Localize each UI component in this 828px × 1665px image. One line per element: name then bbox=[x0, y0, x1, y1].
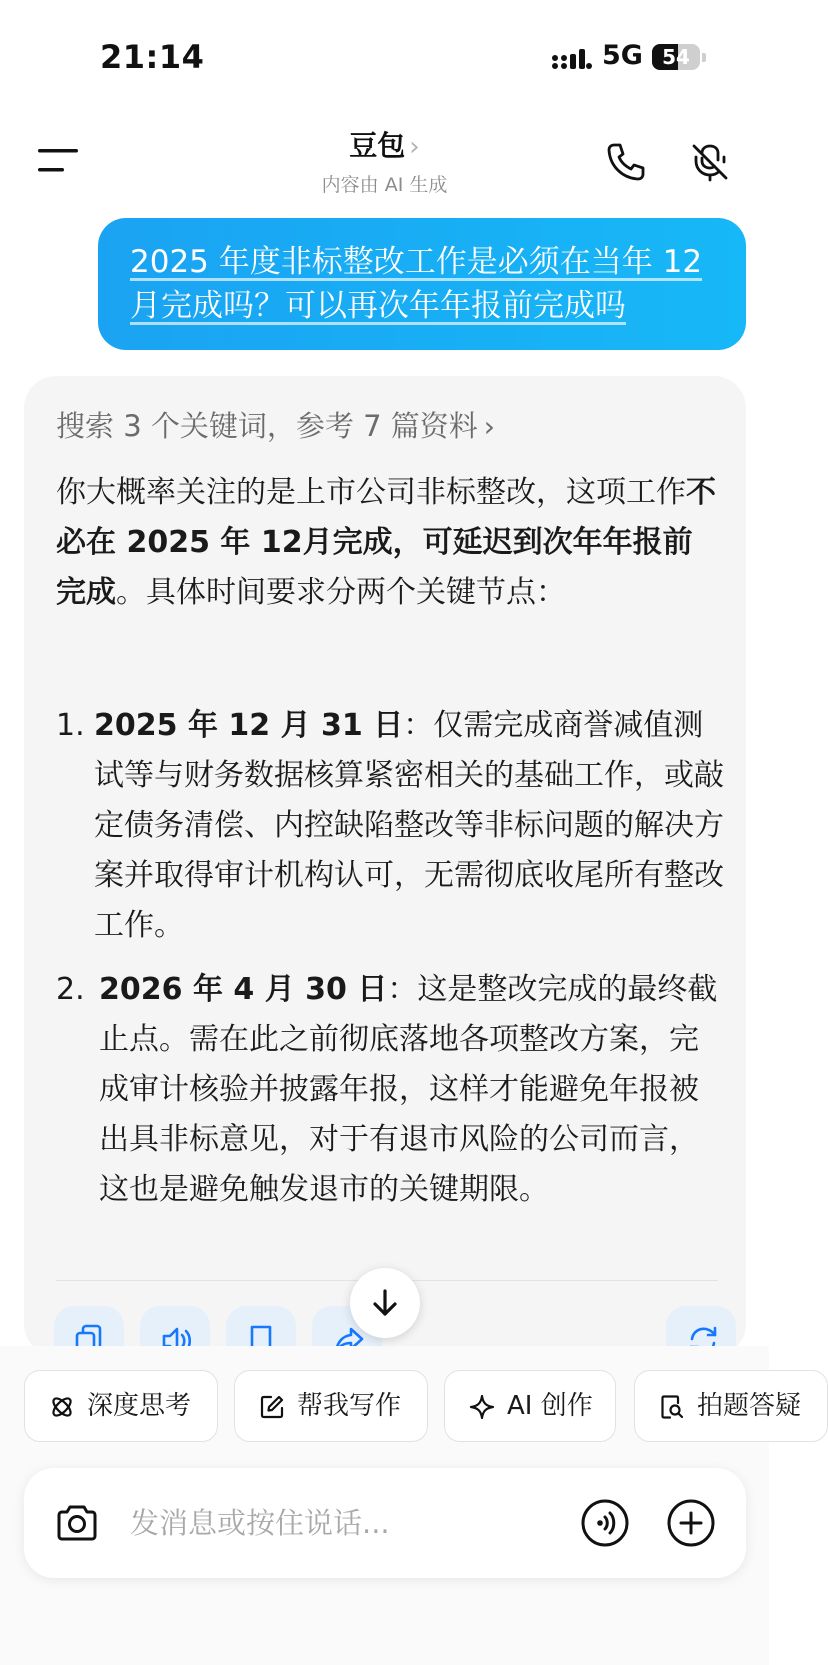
message-input[interactable] bbox=[130, 1498, 550, 1548]
list-item-text: 仅需完成商誉减值测试等与财务数据核算紧密相关的基础工作，或敲定债务清偿、内控缺陷整改等非标问题的解决方案并取得审计机构认可，无需彻底收尾所有整改工作。 bbox=[94, 708, 724, 943]
status-bar bbox=[0, 0, 769, 110]
voice-call-icon[interactable] bbox=[580, 1498, 630, 1548]
list-item-date: 2026 年 4 月 30 日 bbox=[99, 972, 388, 1007]
status-time: 21:14 bbox=[100, 38, 205, 76]
edit-icon bbox=[259, 1394, 285, 1420]
network-label: 5G bbox=[602, 40, 643, 71]
list-item-sep: ： bbox=[387, 972, 418, 1007]
chip-label: AI 创作 bbox=[507, 1391, 593, 1421]
chip-deep-think[interactable] bbox=[24, 1370, 218, 1442]
answer-highlight: 不必在 2025 年 12月完成，可延迟到次年年报前完成 bbox=[56, 475, 716, 610]
list-number: 1. bbox=[56, 708, 85, 743]
list-item bbox=[56, 965, 724, 1215]
chat-title: 豆包 bbox=[349, 129, 406, 162]
quick-actions bbox=[24, 1370, 802, 1444]
ai-message-card bbox=[24, 376, 746, 1356]
phone-icon[interactable] bbox=[604, 140, 648, 184]
chevron-right-icon: › bbox=[483, 410, 495, 443]
plus-icon[interactable] bbox=[666, 1498, 716, 1548]
chat-header bbox=[0, 110, 769, 210]
scroll-to-bottom-button[interactable] bbox=[350, 1268, 420, 1338]
chip-label: 深度思考 bbox=[87, 1391, 192, 1421]
chevron-right-icon: › bbox=[409, 132, 420, 162]
list-item bbox=[56, 701, 724, 951]
answer-paragraph bbox=[56, 468, 716, 618]
chip-label: 拍题答疑 bbox=[697, 1391, 802, 1421]
signal-icon bbox=[552, 46, 592, 70]
battery-cap bbox=[702, 53, 706, 62]
list-item-text: 这是整改完成的最终截止点。需在此之前彻底落地各项整改方案，完成审计核验并披露年报，这样才能避免年报被出具非标意见，对于有退市风险的公司而言，这也是避免触发退市的关键期限。 bbox=[99, 972, 718, 1207]
bottom-panel bbox=[0, 1346, 802, 1665]
user-message-bubble[interactable] bbox=[98, 218, 746, 350]
answer-intro: 你大概率关注的是上市公司非标整改，这项工作 bbox=[56, 475, 686, 510]
list-item-date: 2025 年 12 月 31 日 bbox=[94, 708, 404, 743]
chip-ai-create[interactable] bbox=[444, 1370, 616, 1442]
battery-level: 54 bbox=[662, 45, 690, 69]
chip-label: 帮我写作 bbox=[297, 1391, 402, 1421]
references-link[interactable] bbox=[56, 404, 495, 445]
user-message-text: 2025 年度非标整改工作是必须在当年 12 月完成吗？可以再次年年报前完成吗 bbox=[130, 244, 703, 324]
chip-photo-question[interactable] bbox=[634, 1370, 828, 1442]
chat-subtitle: 内容由 AI 生成 bbox=[321, 174, 448, 196]
photo-search-icon bbox=[659, 1394, 685, 1420]
atom-icon bbox=[49, 1394, 75, 1420]
arrow-down-icon bbox=[371, 1288, 399, 1318]
answer-list bbox=[56, 701, 724, 1229]
camera-icon[interactable] bbox=[54, 1501, 100, 1545]
chat-title-block[interactable] bbox=[0, 124, 769, 197]
message-composer bbox=[24, 1468, 746, 1578]
chip-writing[interactable] bbox=[234, 1370, 428, 1442]
list-number: 2. bbox=[56, 972, 85, 1007]
list-item-sep: ： bbox=[403, 708, 434, 743]
references-text: 搜索 3 个关键词，参考 7 篇资料 bbox=[56, 409, 478, 443]
battery-icon bbox=[652, 44, 700, 70]
sparkle-icon bbox=[469, 1394, 495, 1420]
mute-mic-icon[interactable] bbox=[688, 140, 732, 184]
answer-intro-end: 。具体时间要求分两个关键节点： bbox=[116, 575, 566, 610]
